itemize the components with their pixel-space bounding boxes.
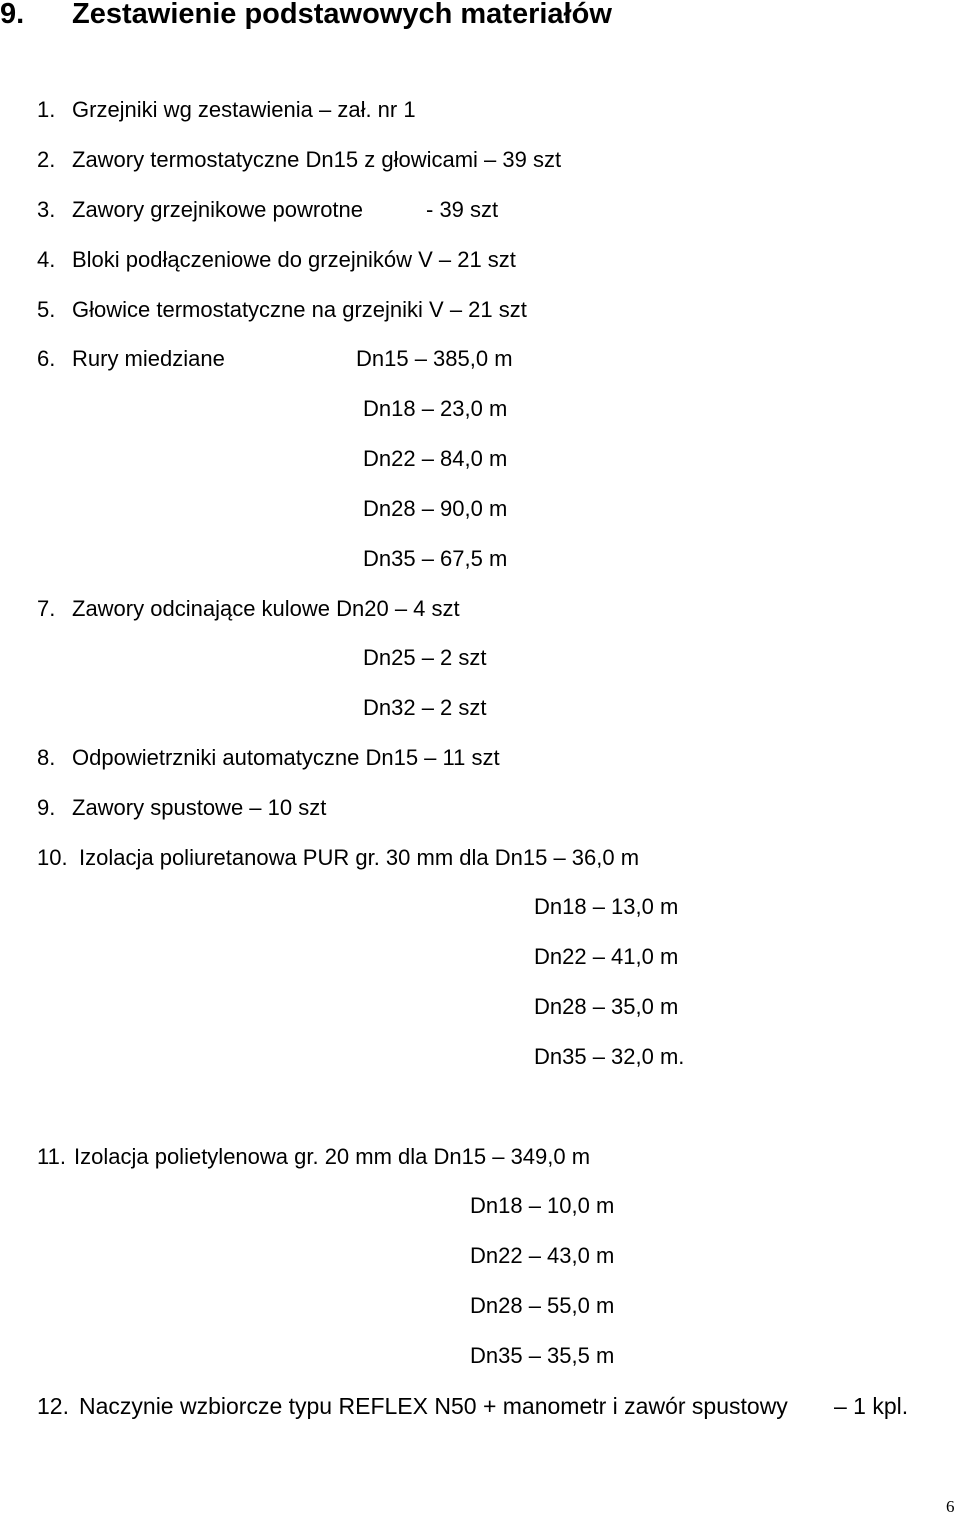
item-number: 6. bbox=[37, 346, 56, 371]
item-number: 1. bbox=[37, 97, 56, 122]
item-spec: Dn28 – 90,0 m bbox=[363, 496, 508, 521]
item-number: 11. bbox=[37, 1144, 66, 1169]
item-number: 9. bbox=[37, 795, 56, 820]
item-text: Zawory grzejnikowe powrotne bbox=[72, 197, 364, 222]
item-text: Izolacja poliuretanowa PUR gr. 30 mm dla Dn15 – 36,0 m bbox=[79, 845, 640, 870]
item-spec: Dn35 – 32,0 m. bbox=[534, 1044, 685, 1069]
item-text: Grzejniki wg zestawienia – zał. nr 1 bbox=[72, 97, 416, 122]
item-number: 4. bbox=[37, 247, 56, 272]
item-number: 5. bbox=[37, 297, 56, 322]
item-spec: Dn32 – 2 szt bbox=[363, 695, 487, 720]
item-number: 8. bbox=[37, 745, 56, 770]
item-spec: Dn25 – 2 szt bbox=[363, 645, 487, 670]
item-spec: Dn18 – 23,0 m bbox=[363, 396, 508, 421]
item-text: Zawory spustowe – 10 szt bbox=[72, 795, 327, 820]
item-spec: Dn35 – 35,5 m bbox=[470, 1343, 615, 1368]
item-text: Głowice termostatyczne na grzejniki V – 21 szt bbox=[72, 297, 527, 322]
item-spec: Dn18 – 13,0 m bbox=[534, 894, 679, 919]
section-title: Zestawienie podstawowych materiałów bbox=[72, 0, 612, 30]
item-number: 3. bbox=[37, 197, 56, 222]
section-number: 9. bbox=[0, 0, 25, 30]
item-text: Bloki podłączeniowe do grzejników V – 21 szt bbox=[72, 247, 516, 272]
item-number: 7. bbox=[37, 596, 56, 621]
page-number: 6 bbox=[946, 1497, 955, 1516]
item-text: Zawory termostatyczne Dn15 z głowicami – 39 szt bbox=[72, 147, 562, 172]
item-text: Naczynie wzbiorcze typu REFLEX N50 + manometr i zawór spustowy bbox=[79, 1393, 788, 1419]
item-spec: Dn22 – 84,0 m bbox=[363, 446, 508, 471]
item-text: Izolacja polietylenowa gr. 20 mm dla Dn15 – 349,0 m bbox=[74, 1144, 591, 1169]
item-quantity: - 39 szt bbox=[426, 197, 499, 222]
item-number: 10. bbox=[37, 845, 68, 870]
item-spec: Dn22 – 43,0 m bbox=[470, 1243, 615, 1268]
item-text: Odpowietrzniki automatyczne Dn15 – 11 szt bbox=[72, 745, 500, 770]
item-text: Rury miedziane bbox=[72, 346, 225, 371]
item-quantity: – 1 kpl. bbox=[834, 1393, 909, 1419]
item-spec: Dn35 – 67,5 m bbox=[363, 546, 508, 571]
item-number: 12. bbox=[37, 1393, 69, 1419]
item-spec: Dn18 – 10,0 m bbox=[470, 1193, 615, 1218]
item-spec: Dn15 – 385,0 m bbox=[356, 346, 513, 371]
item-spec: Dn28 – 55,0 m bbox=[470, 1293, 615, 1318]
item-text: Zawory odcinające kulowe Dn20 – 4 szt bbox=[72, 596, 460, 621]
item-spec: Dn22 – 41,0 m bbox=[534, 944, 679, 969]
item-number: 2. bbox=[37, 147, 56, 172]
item-spec: Dn28 – 35,0 m bbox=[534, 994, 679, 1019]
